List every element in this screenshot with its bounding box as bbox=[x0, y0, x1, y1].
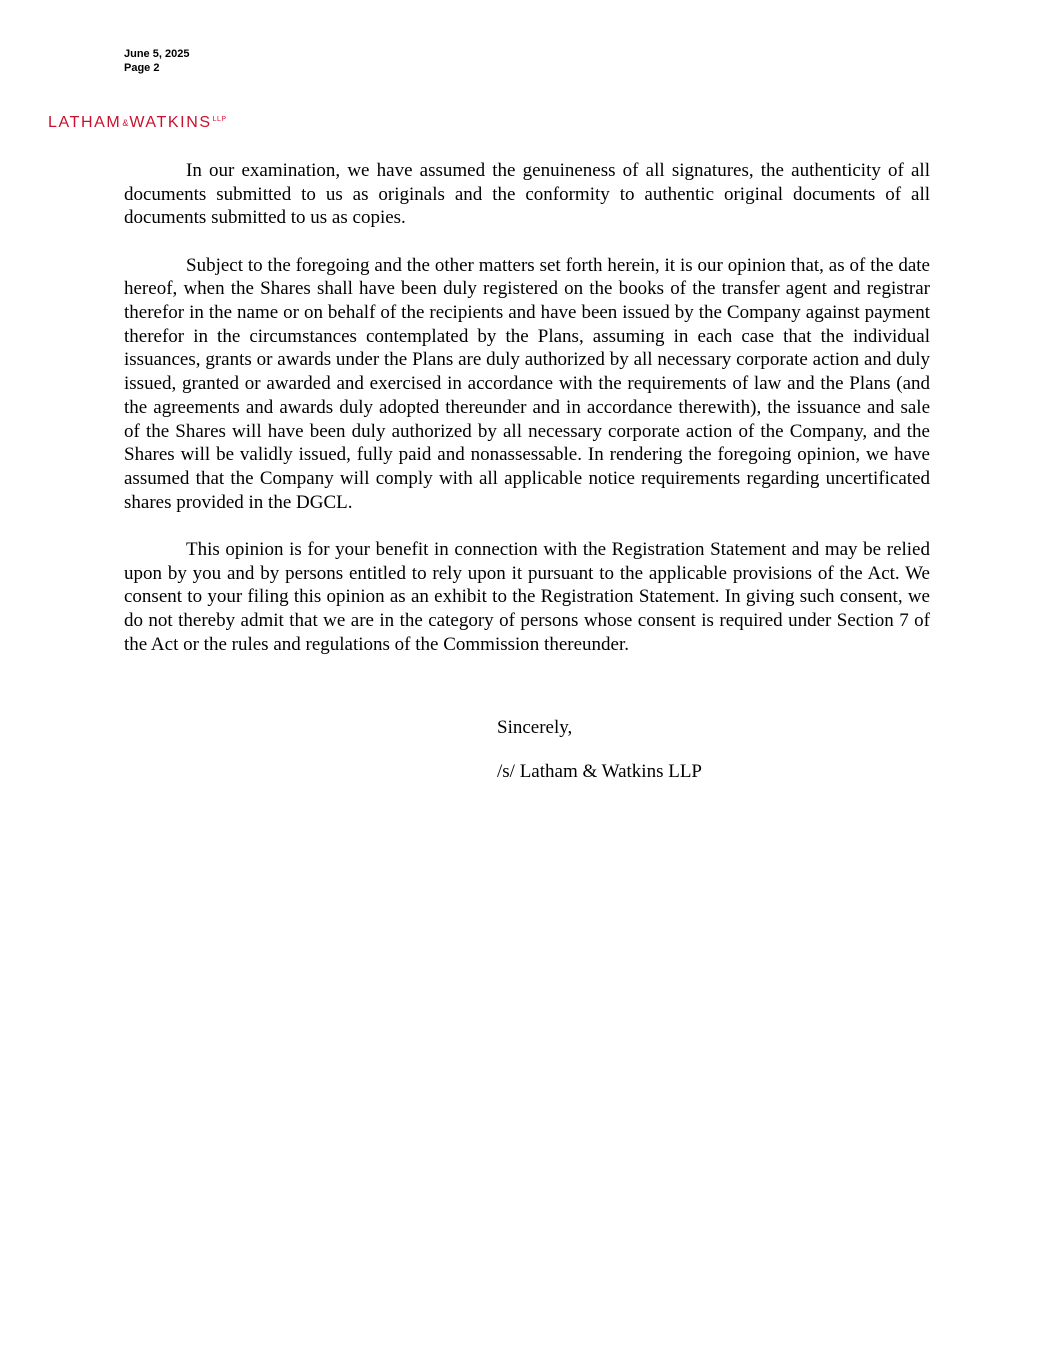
paragraph-opinion: Subject to the foregoing and the other matters set forth herein, it is our opinion that, as of the date hereof, when the Shares shall have been duly registered on the books of the transfer agent and registrar therefor in the name or on behalf of the recipients and have been issued by the Company against payment therefor in the circumstances contemplated by the Plans, assuming in each case that the individual issuances, grants or awards under the Plans are duly authorized by all necessary corporate action and duly issued, granted or awarded and exercised in accordance with the requirements of law and the Plans (and the agreements and awards duly adopted thereunder and in accordance therewith), the issuance and sale of the Shares will have been duly authorized by all necessary corporate action of the Company, and the Shares will be validly issued, fully paid and nonassessable. In rendering the foregoing opinion, we have assumed that the Company will comply with all applicable notice requirements regarding uncertificated shares provided in the DGCL. bbox=[124, 254, 930, 513]
logo-name-left: LATHAM bbox=[48, 114, 122, 131]
firm-logo bbox=[48, 111, 227, 132]
paragraph-examination: In our examination, we have assumed the genuineness of all signatures, the authenticity of all documents submitted to us as originals and the conformity to authentic original documents of all documents submitted to us as copies. bbox=[124, 160, 930, 229]
paragraph-consent: This opinion is for your benefit in connection with the Registration Statement and may be relied upon by you and by persons entitled to rely upon it pursuant to the applicable provisions of the Act. We consent to your filing this opinion as an exhibit to the Registration Statement. In giving such consent, we do not thereby admit that we are in the category of persons whose consent is required under Section 7 of the Act or the rules and regulations of the Commission thereunder. bbox=[124, 538, 930, 655]
letter-closing bbox=[497, 716, 702, 803]
page-number: Page 2 bbox=[124, 62, 160, 74]
letter-body bbox=[124, 159, 930, 680]
signature: /s/ Latham & Watkins LLP bbox=[497, 760, 702, 782]
page-header bbox=[124, 47, 189, 75]
logo-name-right: WATKINS bbox=[129, 114, 212, 131]
letter-date: June 5, 2025 bbox=[124, 48, 190, 60]
logo-suffix: LLP bbox=[212, 116, 227, 123]
salutation: Sincerely, bbox=[497, 717, 573, 738]
logo-ampersand: & bbox=[122, 118, 129, 128]
